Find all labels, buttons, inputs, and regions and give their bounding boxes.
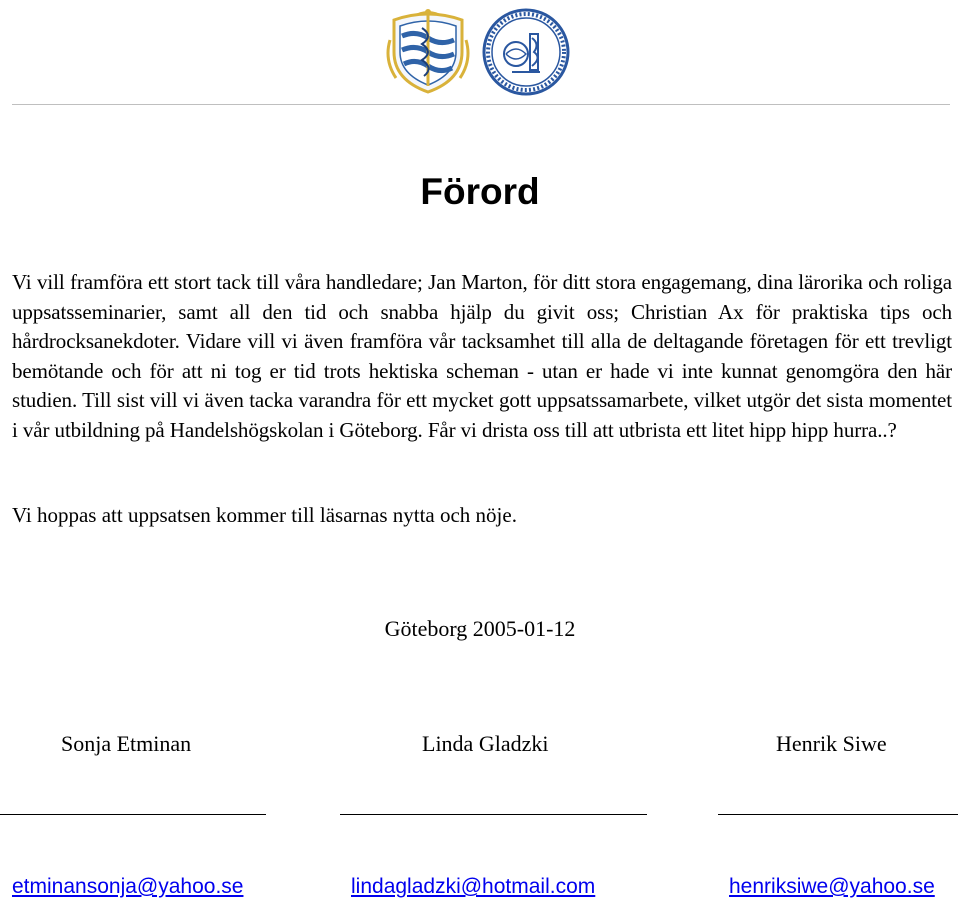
email-link-3[interactable]: henriksiwe@yahoo.se xyxy=(729,875,935,898)
caduceus-crest-logo xyxy=(386,6,470,94)
header-divider xyxy=(12,104,950,105)
page-title: Förord xyxy=(420,171,540,212)
round-seal-logo xyxy=(482,8,570,96)
closing-sentence: Vi hoppas att uppsatsen kommer till läsarnas nytta och nöje. xyxy=(12,503,517,527)
signature-line-2 xyxy=(340,814,647,815)
signature-line-3 xyxy=(718,814,958,815)
signature-line-1 xyxy=(0,814,266,815)
signatory-name-3: Henrik Siwe xyxy=(776,731,887,756)
header-logos xyxy=(0,6,960,98)
email-link-1[interactable]: etminansonja@yahoo.se xyxy=(12,875,244,898)
place-and-date: Göteborg 2005-01-12 xyxy=(384,616,576,641)
email-link-2[interactable]: lindagladzki@hotmail.com xyxy=(351,875,596,898)
acknowledgement-paragraph: Vi vill framföra ett stort tack till våra handledare; Jan Marton, för ditt stora engagemang, dina lärorika och roliga uppsatsseminarier, samt all den tid och snabba hjälp du givit oss; Christian Ax för praktiska tips och hårdrocksanekdoter. Vidare vill vi även framföra vår tacksamhet till alla de deltagande företagen för ett trevligt bemötande och för att ni tog er tid trots hektiska scheman - utan er hade vi inte kunnat genomgöra den här studien. Till sist vill vi även tacka varandra för ett mycket gott uppsatssamarbete, vilket utgör det sista momentet i vår utbildning på Handelshögskolan i Göteborg. Får vi drista oss till att utbrista ett litet hipp hipp hurra..? xyxy=(12,270,952,442)
signatory-name-1: Sonja Etminan xyxy=(61,731,192,756)
signatory-name-2: Linda Gladzki xyxy=(422,731,549,756)
